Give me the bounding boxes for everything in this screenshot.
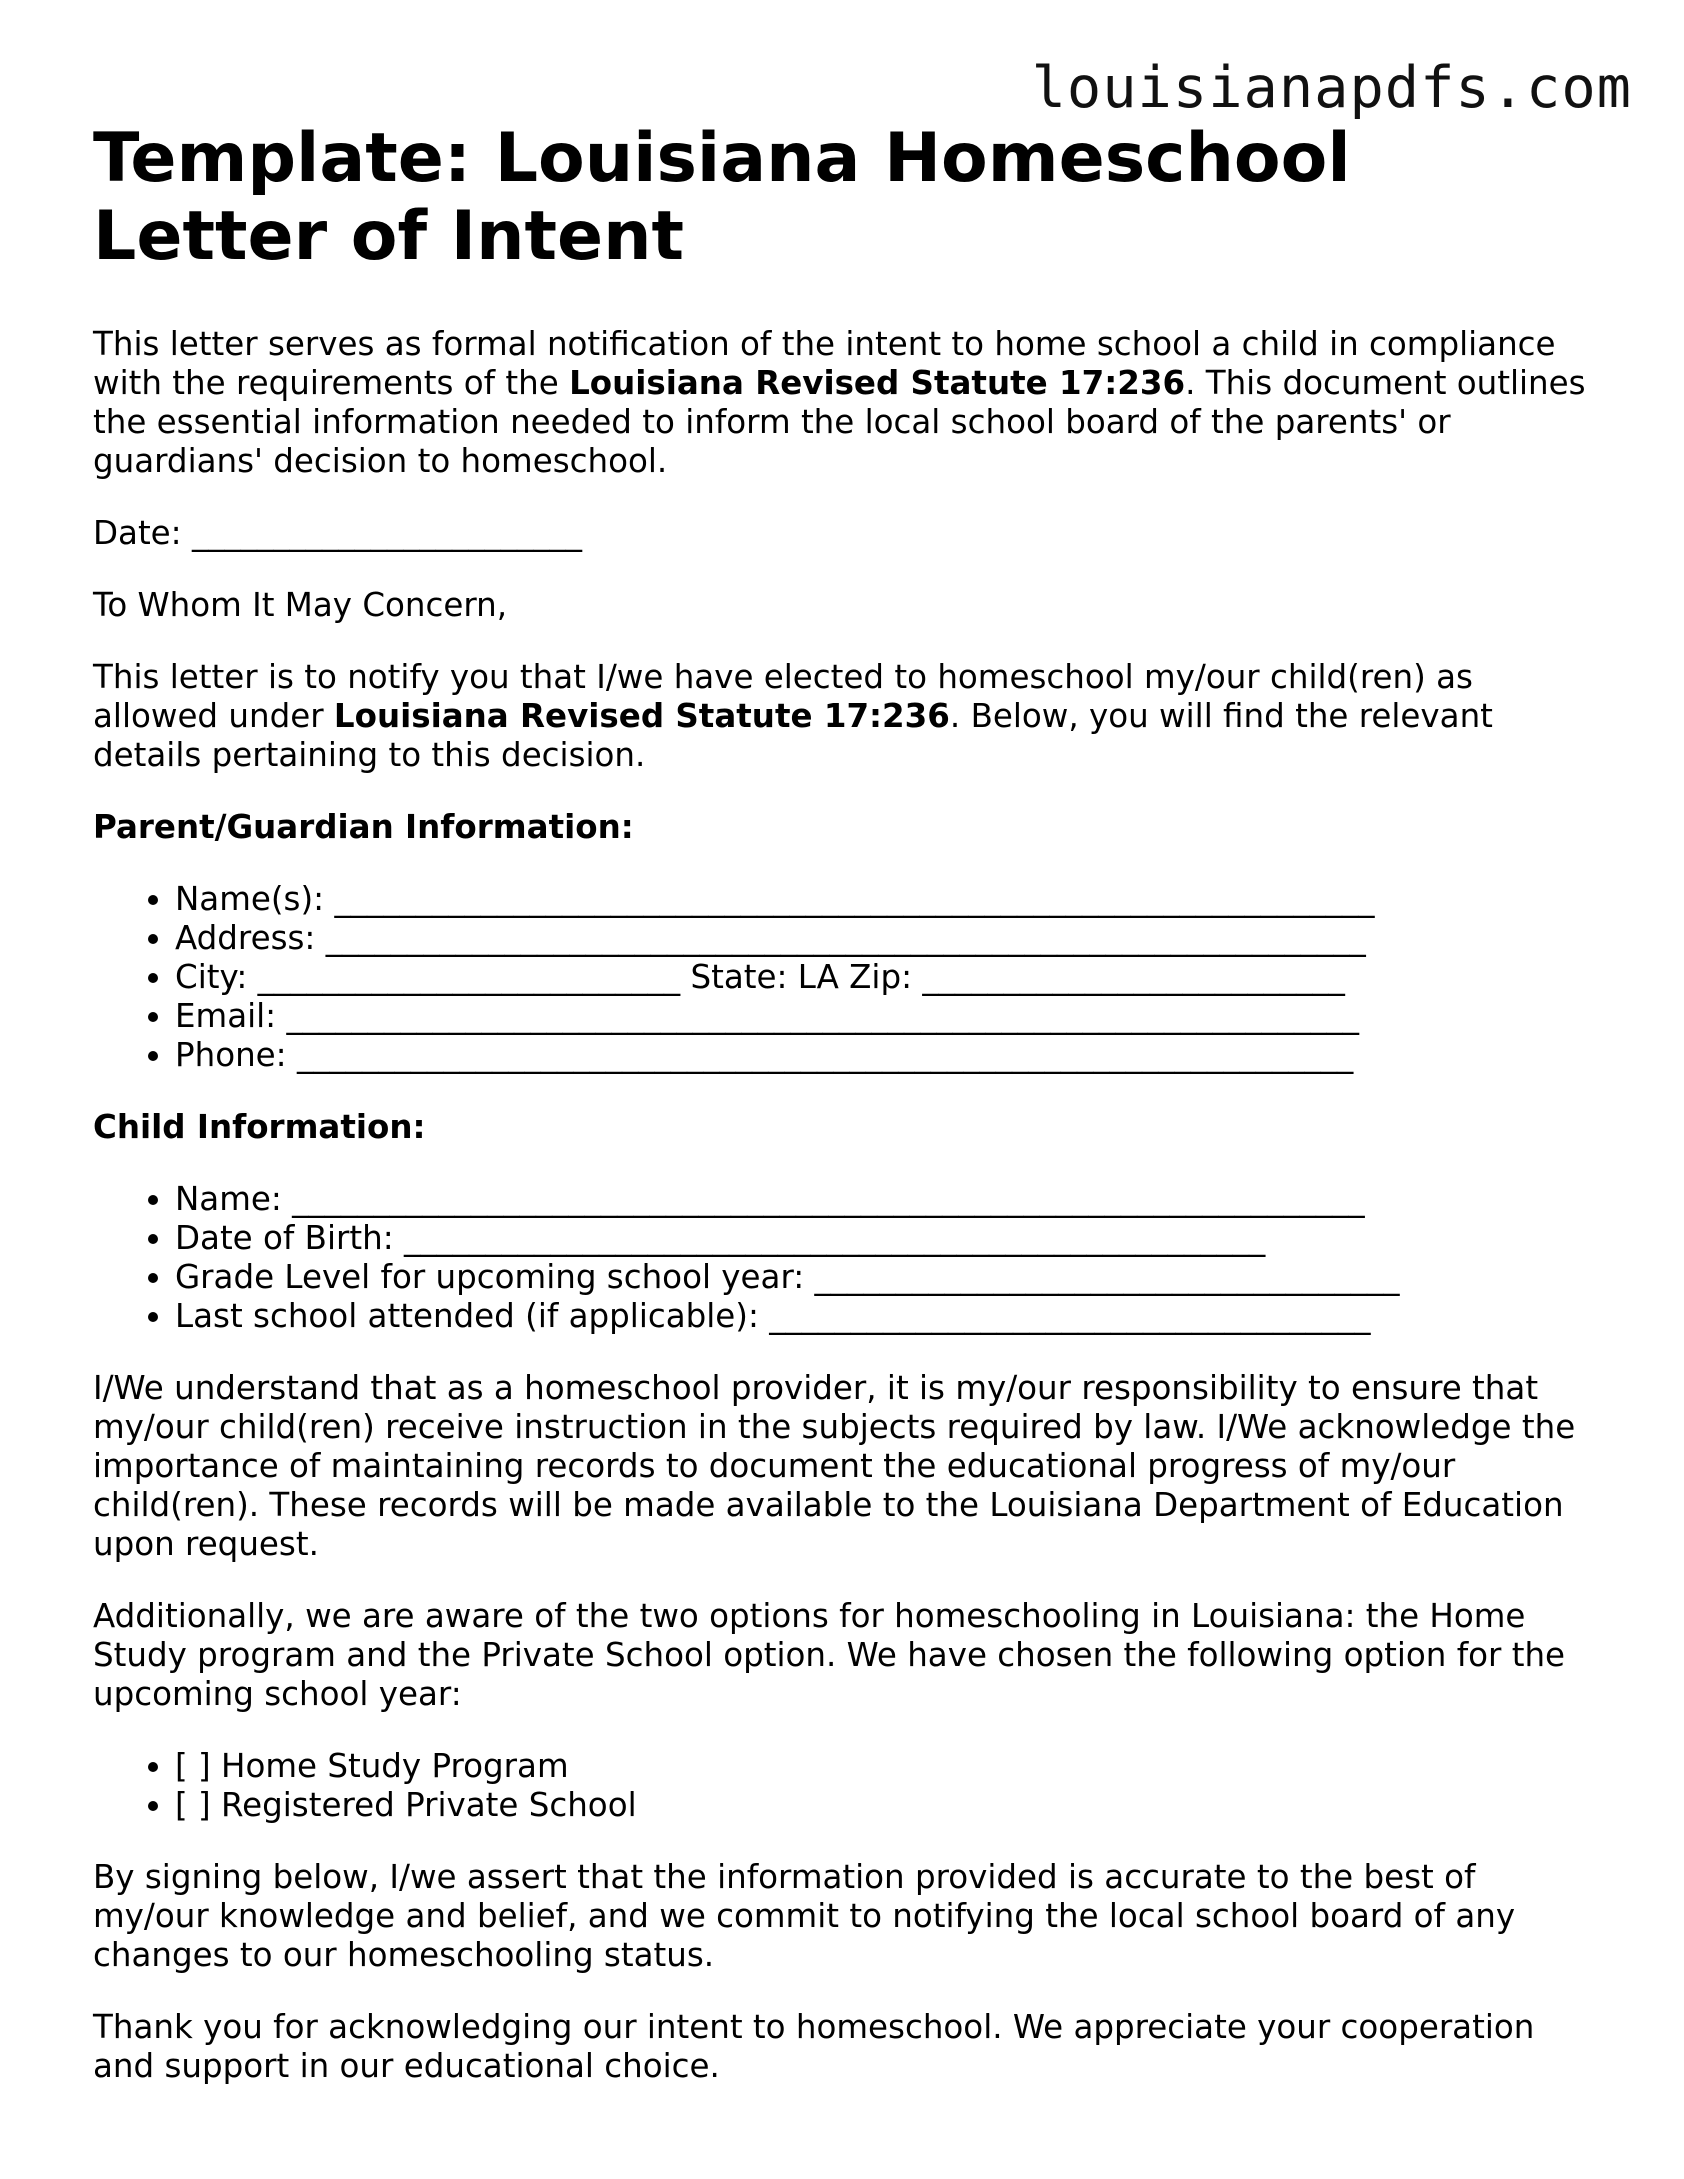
date-field: Date: ________________________	[93, 514, 582, 552]
assertion-paragraph: By signing below, I/we assert that the information provided is accurate to the best of my/our knowledge and belief, and we commit to notifying the local school board of any changes to our homeschooling status.	[93, 1858, 1516, 1974]
intro-text-before: This letter serves as formal notification of the intent to home school a child in compliance with the requirements of the	[93, 325, 1556, 402]
child-name-field: • Name: __________________________________________________________________	[175, 1180, 1593, 1219]
options-list	[93, 1747, 1593, 1825]
salutation: To Whom It May Concern,	[93, 586, 508, 624]
intro-text-after: . This document outlines the essential information needed to inform the local school board of the parents' or guardians' decision to homeschool.	[93, 364, 1586, 480]
child-grade-field: • Grade Level for upcoming school year: ____________________________________	[175, 1258, 1593, 1297]
child-dob-field: • Date of Birth: _____________________________________________________	[175, 1219, 1593, 1258]
option-private-school: • [ ] Registered Private School	[175, 1786, 1593, 1825]
child-last-school-field: • Last school attended (if applicable): _____________________________________	[175, 1297, 1593, 1336]
notice-text-before: This letter is to notify you that I/we have elected to homeschool my/our child(ren) as allowed under	[93, 658, 1473, 735]
page-title: Template: Louisiana Homeschool Letter of Intent	[93, 119, 1351, 276]
child-info-list	[93, 1180, 1593, 1336]
parent-email-field: • Email: __________________________________________________________________	[175, 997, 1593, 1036]
parent-city-state-zip-field: • City: __________________________ State: LA Zip: __________________________	[175, 958, 1593, 997]
parent-phone-field: • Phone: _________________________________________________________________	[175, 1036, 1593, 1075]
site-watermark: louisianapdfs.com	[1031, 55, 1632, 121]
options-intro-paragraph: Additionally, we are aware of the two options for homeschooling in Louisiana: the Home Study program and the Private School option. We have chosen the following option for the upcoming school year:	[93, 1597, 1566, 1713]
option-home-study: • [ ] Home Study Program	[175, 1747, 1593, 1786]
notice-text-after: . Below, you will find the relevant details pertaining to this decision.	[93, 697, 1493, 774]
parent-info-list	[93, 880, 1593, 1075]
notice-paragraph	[93, 658, 1593, 775]
intro-statute: Louisiana Revised Statute 17:236	[569, 364, 1186, 402]
parent-name-field: • Name(s): ________________________________________________________________	[175, 880, 1593, 919]
letter-document	[93, 120, 1593, 2086]
parent-section-heading: Parent/Guardian Information:	[93, 808, 634, 846]
closing-paragraph: Thank you for acknowledging our intent to homeschool. We appreciate your cooperation and support in our educational choice.	[93, 2008, 1535, 2085]
intro-paragraph	[93, 325, 1593, 481]
responsibility-paragraph: I/We understand that as a homeschool provider, it is my/our responsibility to ensure that my/our child(ren) receive instruction in the subjects required by law. I/We acknowledge the importance of maintaining records to document the educational progress of my/our child(ren). These records will be made available to the Louisiana Department of Education upon request.	[93, 1369, 1576, 1563]
child-section-heading: Child Information:	[93, 1108, 426, 1146]
parent-address-field: • Address: ________________________________________________________________	[175, 919, 1593, 958]
notice-statute: Louisiana Revised Statute 17:236	[333, 697, 950, 735]
